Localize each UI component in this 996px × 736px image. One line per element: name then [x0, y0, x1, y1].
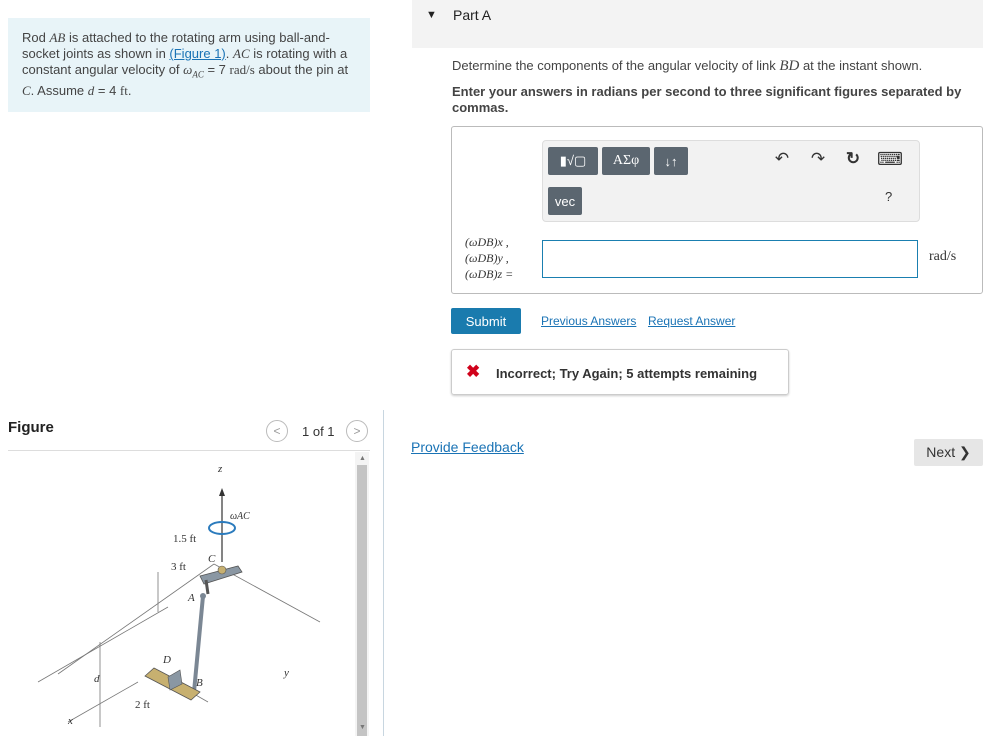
template-button[interactable]: ▮√▢ [548, 147, 598, 175]
problem-text: Rod [22, 30, 50, 45]
problem-text: . [127, 82, 132, 98]
problem-unit: ft [119, 82, 128, 98]
submit-button[interactable]: Submit [451, 308, 521, 334]
figure-diagram [8, 452, 354, 736]
provide-feedback-link[interactable]: Provide Feedback [411, 439, 524, 455]
label-d-dim: d [94, 673, 100, 685]
var-x-label: (ωDB)x , [465, 235, 509, 249]
math-toolbar [542, 140, 920, 222]
redo-icon[interactable]: ↷ [810, 149, 826, 168]
previous-answers-link[interactable]: Previous Answers [541, 314, 637, 328]
next-button[interactable]: Next ❯ [914, 439, 983, 466]
figure-page-count: 1 of 1 [302, 424, 335, 439]
problem-text: = 7 [203, 62, 230, 77]
z-arrow-icon [219, 488, 225, 496]
problem-var-c: C [22, 82, 31, 98]
label-z: z [218, 463, 223, 475]
problem-var-ac: AC [233, 46, 250, 61]
answer-unit: rad/s [929, 249, 957, 264]
problem-text: is rotating with a constant angular velocity of [22, 46, 348, 77]
problem-text: . Assume [30, 82, 88, 98]
vec-button[interactable]: vec [548, 187, 582, 215]
label-b: B [196, 677, 203, 689]
answer-variables [465, 234, 513, 282]
label-1-5-ft: 1.5 ft [173, 533, 197, 545]
answer-input[interactable] [542, 240, 918, 278]
part-header[interactable] [412, 0, 983, 48]
label-3-ft: 3 ft [171, 561, 186, 573]
label-omega-ac: ωAC [230, 511, 250, 522]
reset-icon[interactable]: ↻ [845, 149, 861, 168]
part-title[interactable]: Part A [453, 7, 492, 23]
problem-omega-sub: AC [192, 69, 204, 80]
question-link-var: BD [779, 58, 800, 74]
problem-var-d: d [87, 82, 95, 98]
undo-icon[interactable]: ↶ [774, 149, 790, 168]
figure-separator [8, 450, 370, 451]
label-x: x [68, 715, 73, 727]
scrollbar-thumb[interactable] [357, 465, 367, 736]
help-icon[interactable]: ? [885, 189, 893, 204]
error-icon: ✖ [466, 362, 481, 381]
problem-omega: ω [183, 62, 193, 77]
var-y-label: (ωDB)y , [465, 251, 509, 265]
figure-prev-button[interactable]: < [266, 420, 288, 442]
figure-label: Figure [8, 419, 54, 436]
greek-symbols-button[interactable]: ΑΣφ [602, 147, 650, 175]
question-text [452, 58, 922, 75]
question-text-part: Determine the components of the angular velocity of link [452, 58, 780, 73]
column-divider [383, 410, 384, 736]
request-answer-link[interactable]: Request Answer [648, 314, 736, 328]
label-a: A [188, 592, 195, 604]
problem-text: . [225, 46, 233, 61]
figure-link[interactable]: (Figure 1) [169, 46, 226, 61]
label-d-point: D [163, 654, 171, 666]
question-instruction: Enter your answers in radians per second to three significant figures separated by commas. [452, 84, 962, 115]
feedback-text: Incorrect; Try Again; 5 attempts remaining [496, 366, 758, 381]
label-y: y [284, 667, 289, 679]
figure-next-button[interactable]: > [346, 420, 368, 442]
problem-text: = 4 [94, 82, 120, 98]
problem-unit: rad/s [229, 62, 255, 77]
question-text-part: at the instant shown. [799, 58, 923, 73]
problem-text: about the pin at [254, 62, 349, 77]
scroll-up-icon[interactable]: ▲ [359, 455, 366, 462]
problem-text: is attached to the rotating arm using ball-and-socket joints as shown in [22, 30, 330, 61]
problem-var-ab: AB [49, 30, 66, 45]
label-c: C [208, 553, 216, 565]
var-z-label: (ωDB)z = [465, 267, 514, 281]
keyboard-icon[interactable]: ⌨ [877, 148, 903, 169]
feedback-message [451, 349, 789, 395]
sort-button[interactable]: ↓↑ [654, 147, 688, 175]
scroll-down-icon[interactable]: ▼ [359, 724, 366, 731]
collapse-caret-icon[interactable]: ▼ [426, 9, 437, 21]
label-2-ft: 2 ft [135, 699, 150, 711]
problem-statement [8, 18, 370, 112]
